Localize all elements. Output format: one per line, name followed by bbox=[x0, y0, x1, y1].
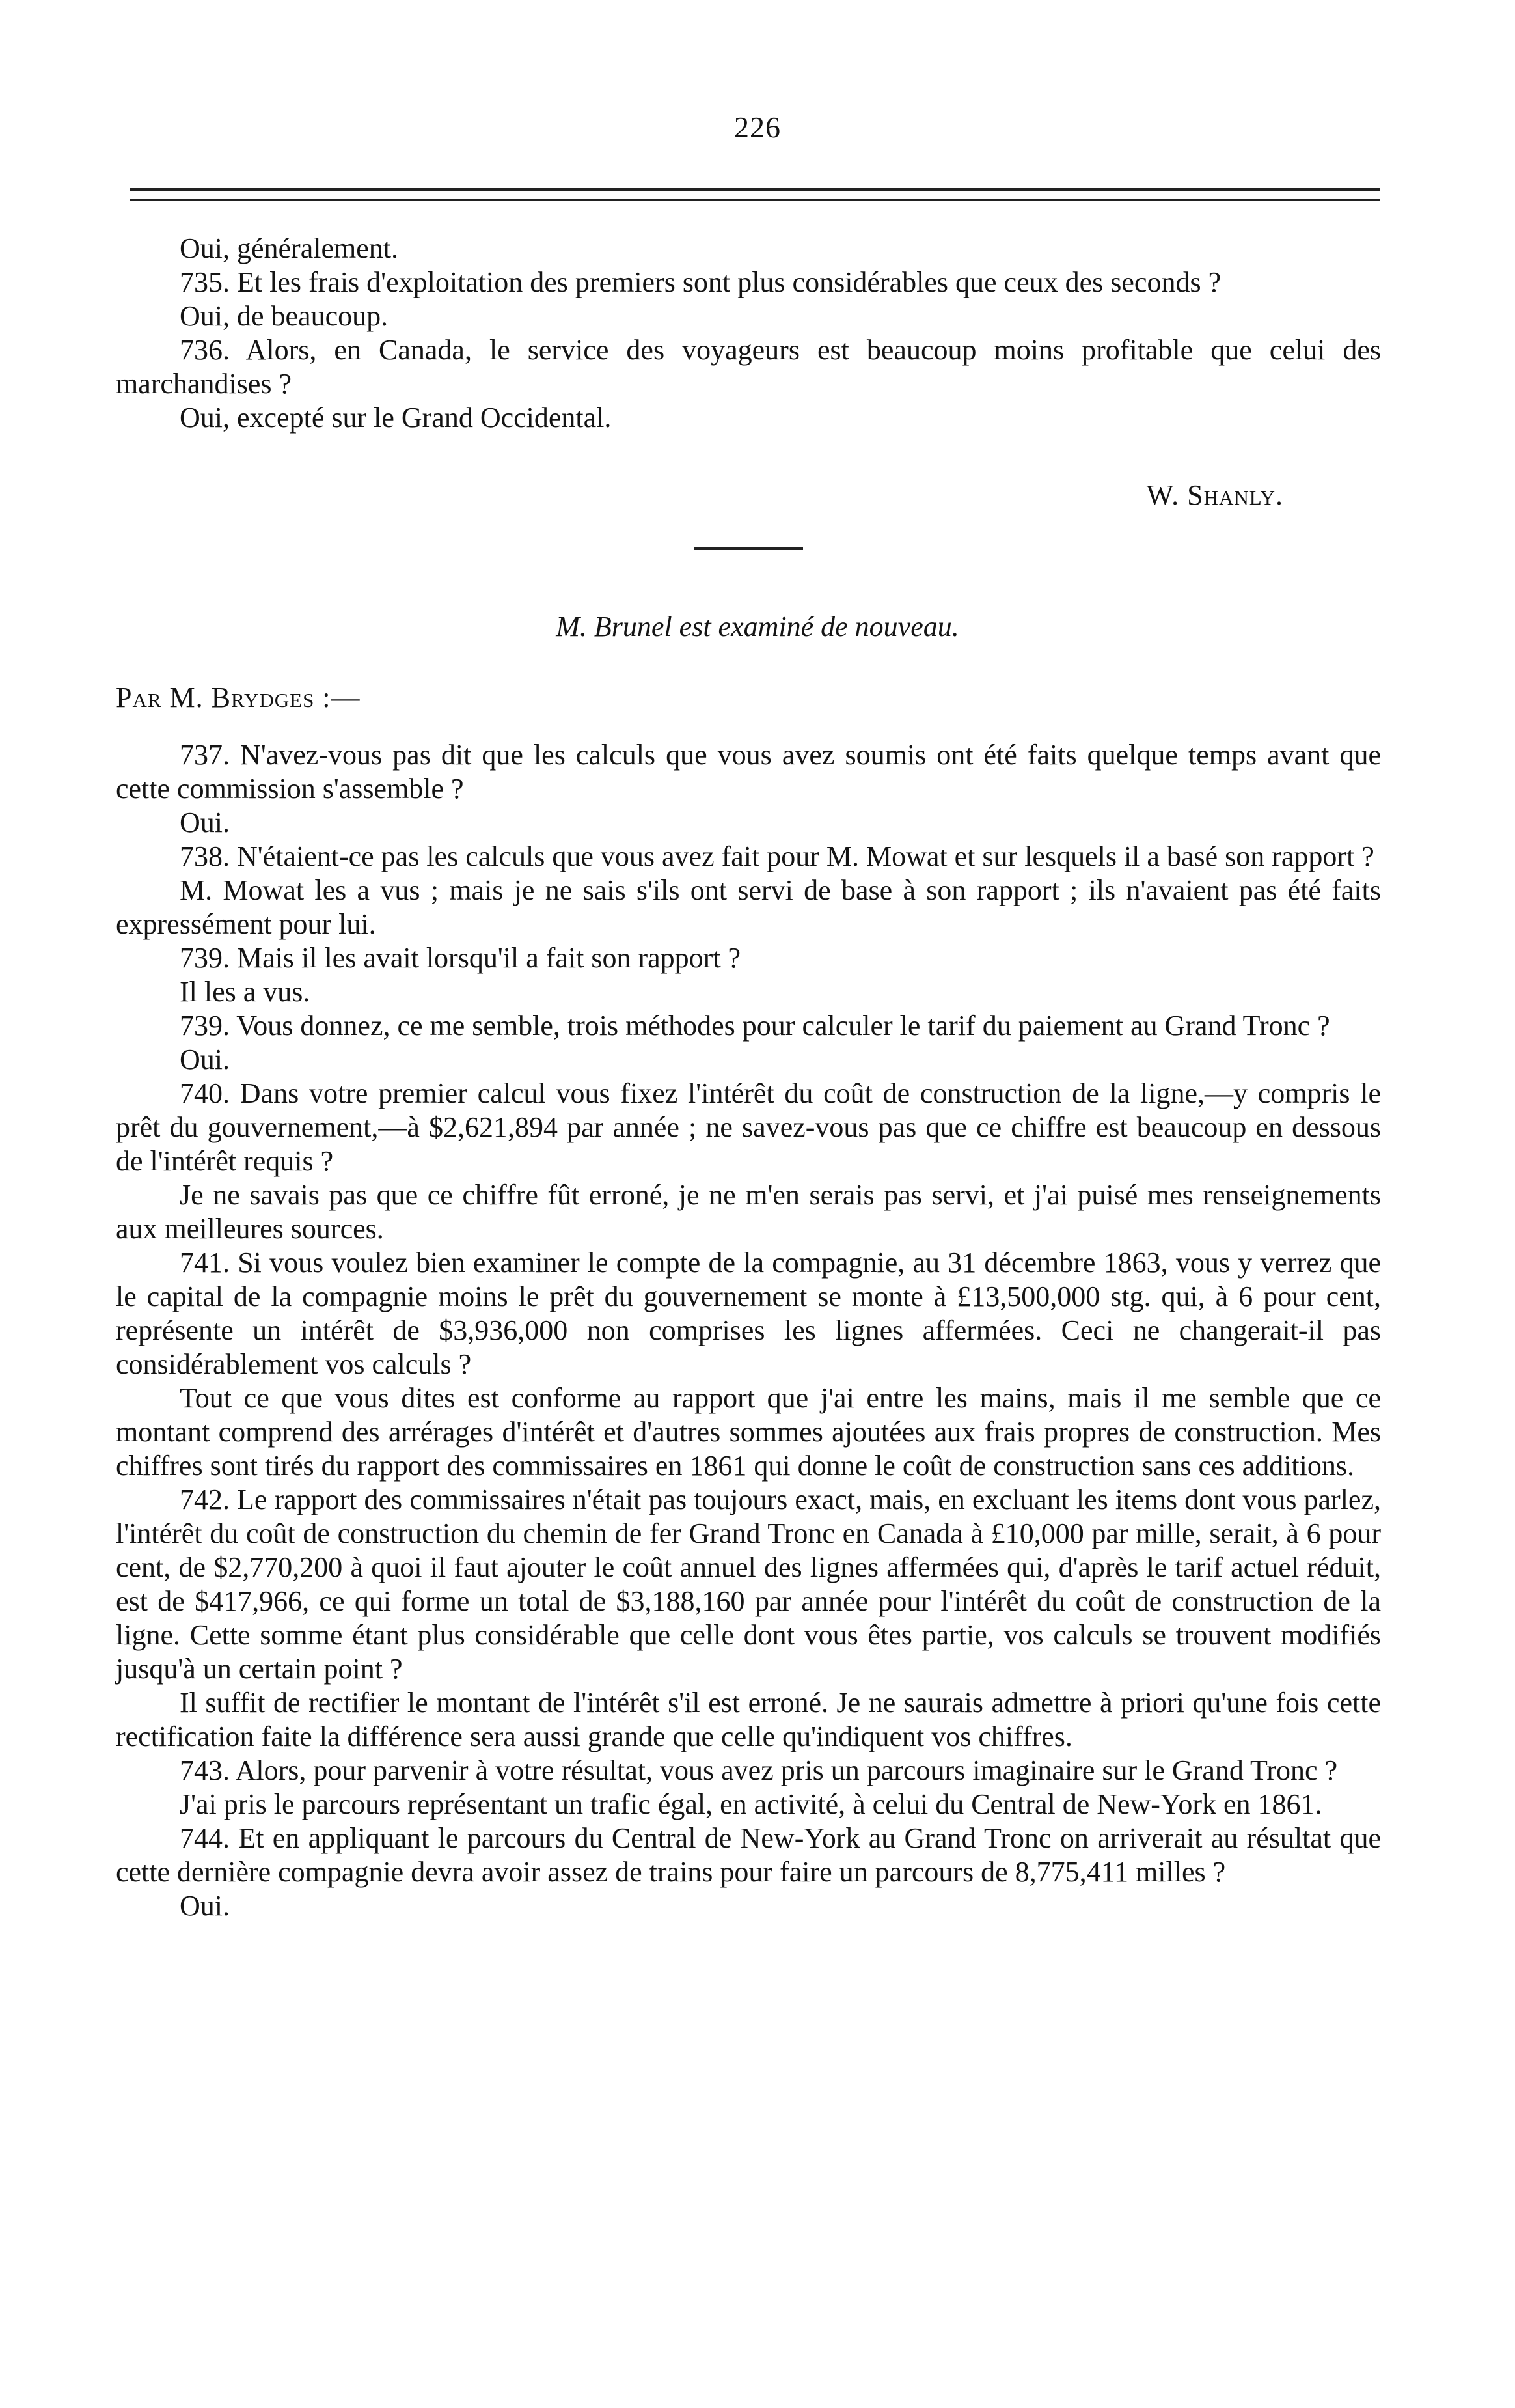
header-rule-thick bbox=[130, 188, 1380, 191]
paragraph: Je ne savais pas que ce chiffre fût erroné, je ne m'en serais pas servi, et j'ai puisé mes renseignements aux meilleures sources. bbox=[116, 1179, 1381, 1245]
paragraph: Oui. bbox=[180, 1890, 230, 1922]
paragraph: 741. Si vous voulez bien examiner le compte de la compagnie, au 31 décembre 1863, vous y verrez que le capital de la compagnie moins le prêt du gouvernement se monte à £13,500,000 stg. qui, à 6 pour cent, représente un intérêt de $3,936,000 non comprises les lignes affermées. Ceci ne changerait-il pas considérablement vos calculs ? bbox=[116, 1247, 1381, 1380]
paragraph: Oui, excepté sur le Grand Occidental. bbox=[180, 402, 612, 434]
paragraph: 743. Alors, pour parvenir à votre résultat, vous avez pris un parcours imaginaire sur le Grand Tronc ? bbox=[180, 1754, 1338, 1786]
testimony-main-block bbox=[116, 738, 1381, 1923]
paragraph: 737. N'avez-vous pas dit que les calculs que vous avez soumis ont été faits quelque temps avant que cette commission s'assemble ? bbox=[116, 739, 1381, 805]
paragraph: Oui. bbox=[180, 807, 230, 838]
section-divider bbox=[694, 547, 803, 550]
paragraph: 738. N'étaient-ce pas les calculs que vous avez fait pour M. Mowat et sur lesquels il a basé son rapport ? bbox=[180, 840, 1374, 872]
paragraph: 739. Mais il les avait lorsqu'il a fait son rapport ? bbox=[180, 942, 741, 974]
paragraph: Oui, généralement. bbox=[180, 232, 398, 264]
paragraph: J'ai pris le parcours représentant un trafic égal, en activité, à celui du Central de New-York en 1861. bbox=[180, 1788, 1322, 1820]
paragraph: Oui. bbox=[180, 1044, 230, 1075]
section-heading: M. Brunel est examiné de nouveau. bbox=[556, 611, 959, 643]
paragraph: 744. Et en appliquant le parcours du Central de New-York au Grand Tronc on arriverait au résultat que cette dernière compagnie devra avoir assez de trains pour faire un parcours de 8,775,411 milles ? bbox=[116, 1822, 1381, 1888]
paragraph: 740. Dans votre premier calcul vous fixez l'intérêt du coût de construction de la ligne,—y compris le prêt du gouvernement,—à $2,621,894 par année ; ne savez-vous pas que ce chiffre est beaucoup en dessous de l'intérêt requis ? bbox=[116, 1077, 1381, 1177]
paragraph: 736. Alors, en Canada, le service des voyageurs est beaucoup moins profitable que celui des marchandises ? bbox=[116, 334, 1381, 400]
paragraph: Oui, de beaucoup. bbox=[180, 300, 389, 332]
examiner-label: Par M. Brydges :— bbox=[116, 682, 361, 713]
paragraph: Il les a vus. bbox=[180, 976, 310, 1008]
paragraph: M. Mowat les a vus ; mais je ne sais s'ils ont servi de base à son rapport ; ils n'avaient pas été faits expressément pour lui. bbox=[116, 874, 1381, 940]
paragraph: Tout ce que vous dites est conforme au rapport que j'ai entre les mains, mais il me semble que ce montant comprend des arrérages d'intérêt et d'autres sommes ajoutées aux frais propres de construction. Mes chiffres sont tirés du rapport des commissaires en 1861 qui donne le coût de construction sans ces additions. bbox=[116, 1382, 1381, 1482]
paragraph: 742. Le rapport des commissaires n'était pas toujours exact, mais, en excluant les items dont vous parlez, l'intérêt du coût de construction du chemin de fer Grand Tronc en Canada à £10,000 par mille, serait, à 6 pour cent, de $2,770,200 à quoi il faut ajouter le coût annuel des lignes affermées qui, d'après le tarif actuel réduit, est de $417,966, ce qui forme un total de $3,188,160 par année pour l'intérêt du coût de construction de la ligne. Cette somme étant plus considérable que celle dont vous êtes partie, vos calculs se trouvent modifiés jusqu'à un certain point ? bbox=[116, 1484, 1381, 1685]
header-rule-thin bbox=[130, 199, 1380, 201]
testimony-top-block bbox=[116, 232, 1381, 435]
paragraph: 739. Vous donnez, ce me semble, trois méthodes pour calculer le tarif du paiement au Grand Tronc ? bbox=[180, 1010, 1330, 1042]
paragraph: 735. Et les frais d'exploitation des premiers sont plus considérables que ceux des seconds ? bbox=[180, 266, 1222, 298]
page-number: 226 bbox=[734, 111, 781, 144]
paragraph: Il suffit de rectifier le montant de l'intérêt s'il est erroné. Je ne saurais admettre à priori qu'une fois cette rectification faite la différence sera aussi grande que celle qu'indiquent vos chiffres. bbox=[116, 1687, 1381, 1752]
witness-signature: W. Shanly. bbox=[1146, 479, 1283, 511]
